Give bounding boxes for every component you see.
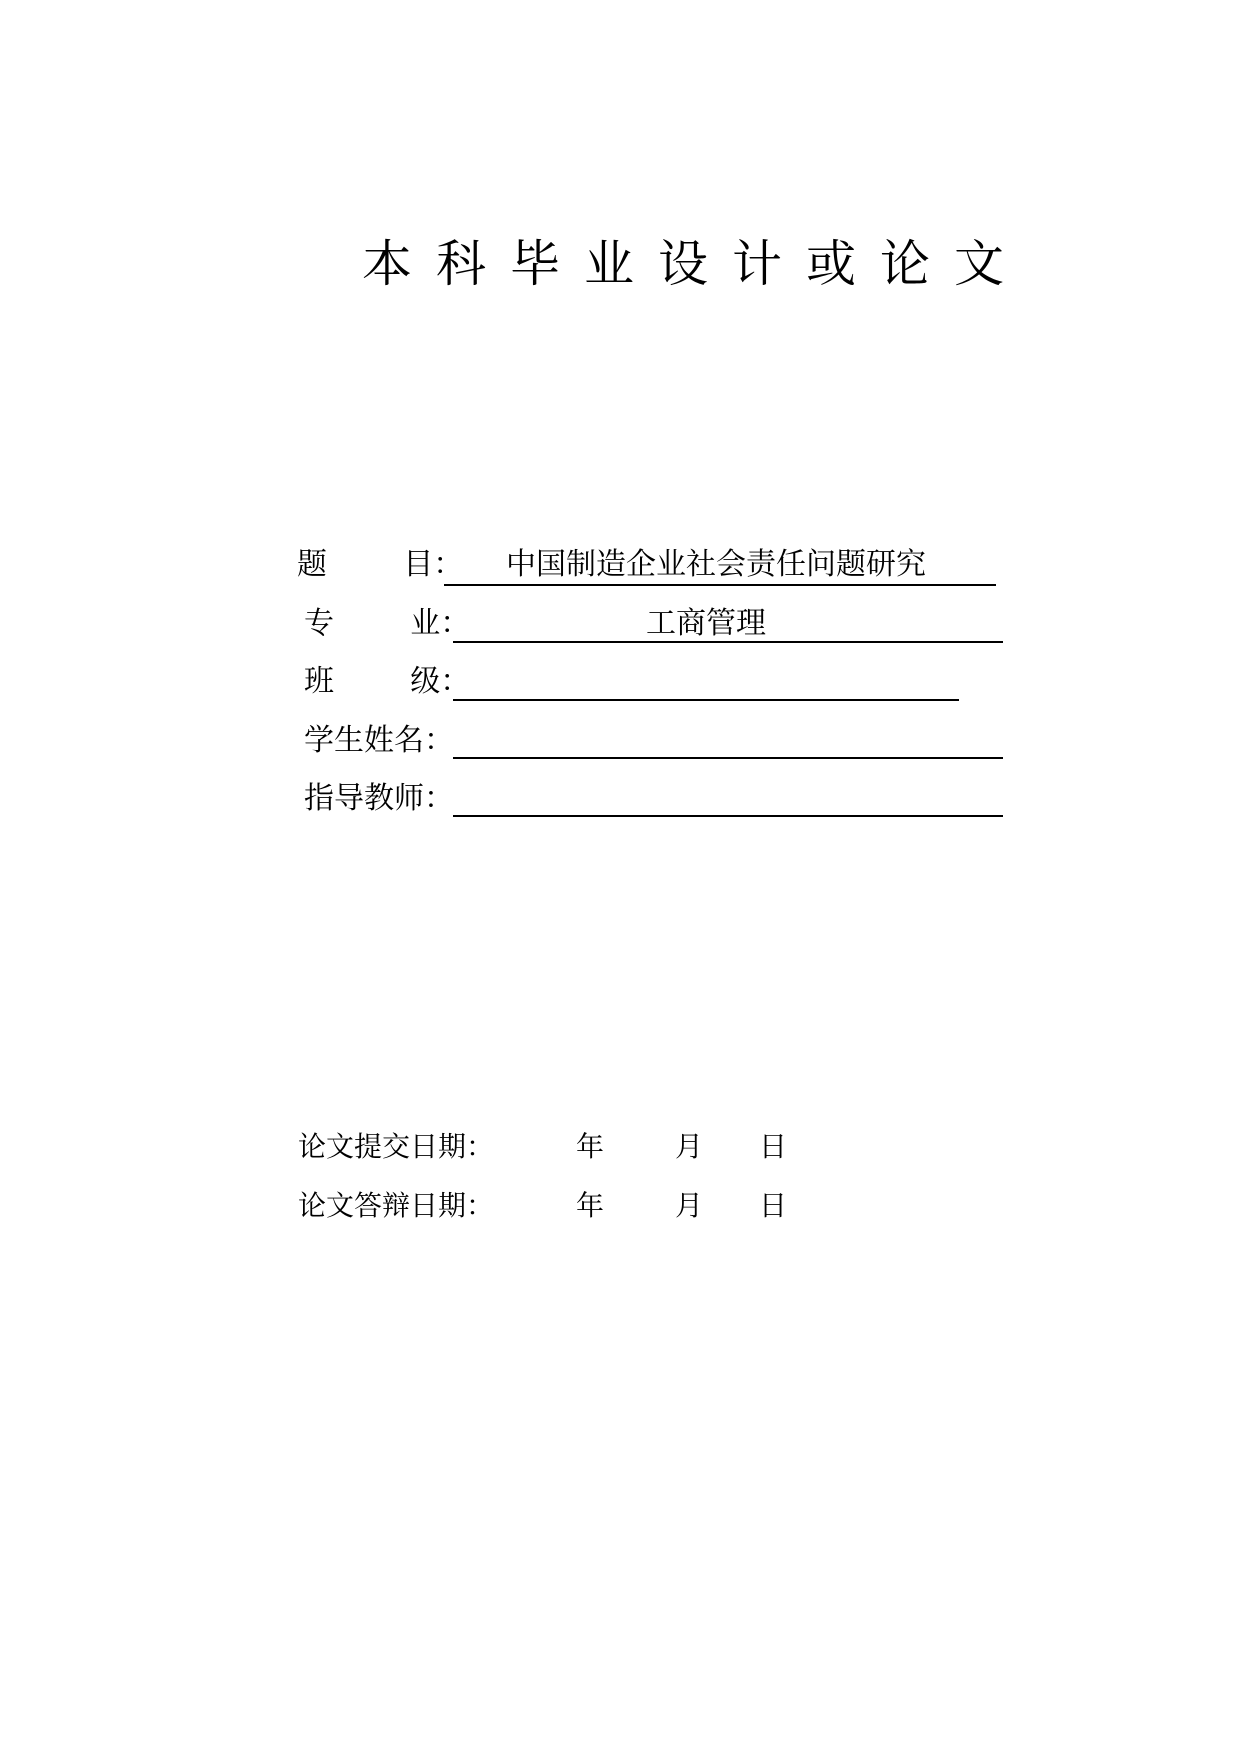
page-title: 本科毕业设计或论文 bbox=[362, 235, 1028, 293]
defense-month-label: 月 bbox=[675, 1189, 704, 1222]
defense-day-label: 日 bbox=[759, 1189, 788, 1222]
submit-month-label: 月 bbox=[675, 1130, 704, 1163]
class-underline bbox=[453, 659, 959, 701]
student-name-label: 学生姓名： bbox=[304, 723, 454, 758]
class-label: 班 级： bbox=[304, 664, 471, 699]
major-label: 专 业： bbox=[304, 606, 471, 641]
topic-label: 题 目： bbox=[297, 547, 464, 582]
major-value: 工商管理 bbox=[646, 606, 766, 641]
student-name-underline bbox=[453, 717, 1003, 759]
advisor-underline bbox=[453, 775, 1003, 817]
topic-value: 中国制造企业社会责任问题研究 bbox=[506, 547, 926, 582]
advisor-label: 指导教师： bbox=[304, 781, 454, 816]
defense-date-label: 论文答辩日期： bbox=[298, 1189, 495, 1222]
submit-year-label: 年 bbox=[576, 1130, 605, 1163]
submit-date-label: 论文提交日期： bbox=[298, 1130, 495, 1163]
submit-day-label: 日 bbox=[759, 1130, 788, 1163]
defense-year-label: 年 bbox=[576, 1189, 605, 1222]
